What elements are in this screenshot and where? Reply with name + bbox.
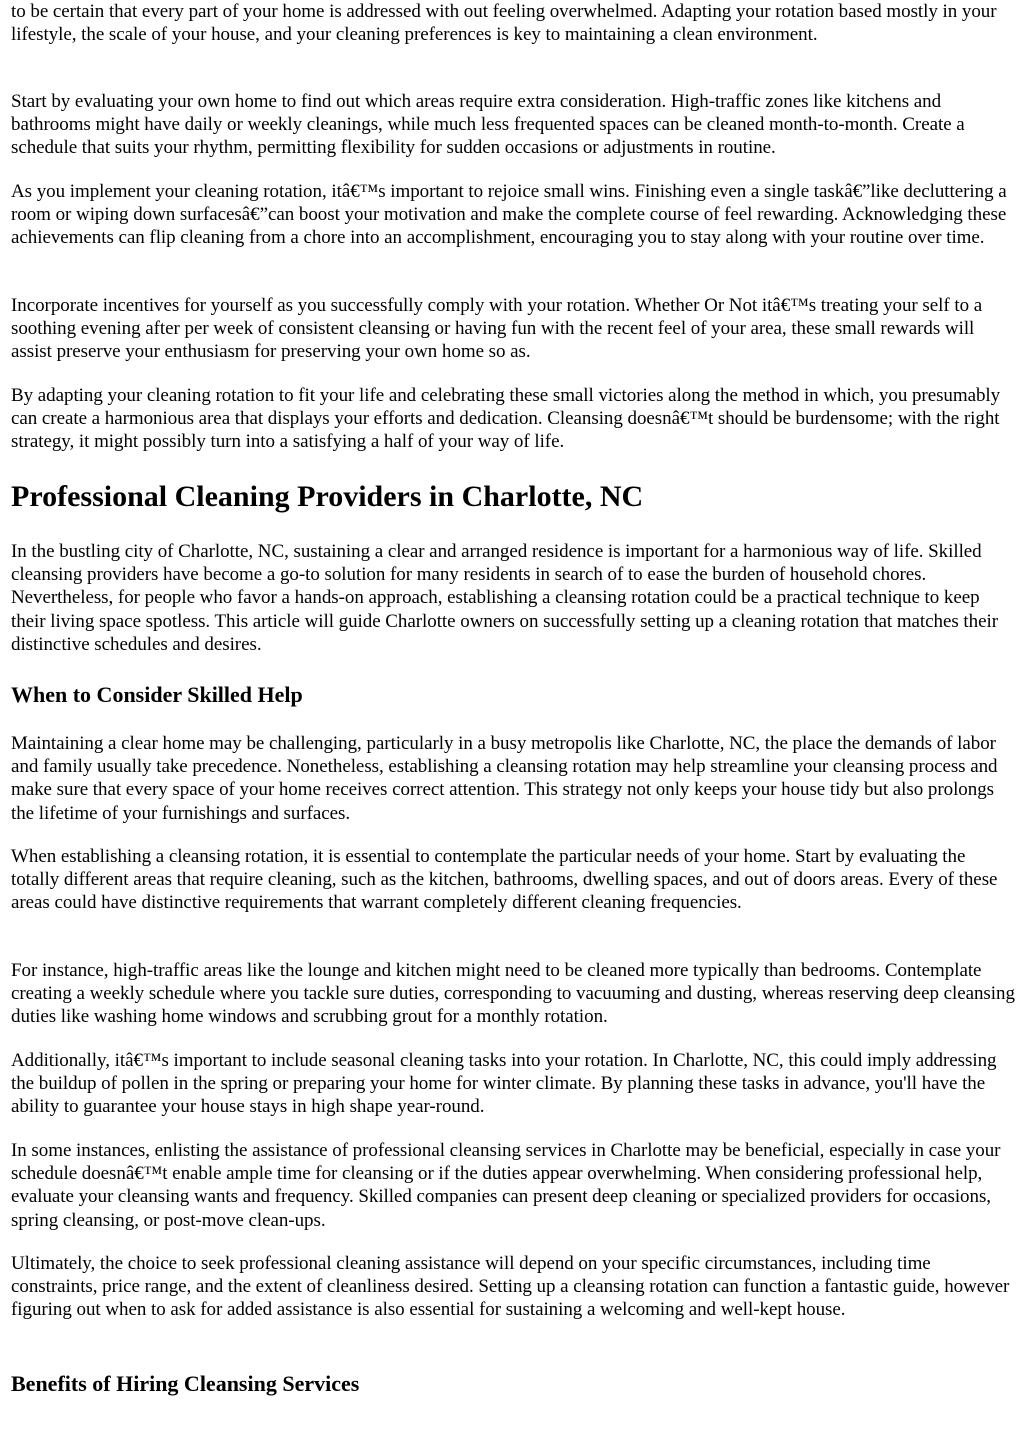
intro-paragraph-2: Start by evaluating your own home to find out which areas require extra consideration. High-traffic zones like kitchens and bathrooms might have daily or weekly cleanings, while much less frequented spaces can be cleaned month-to-month. Create a schedule that suits your rhythm, permitting flexibility for sudden occasions or adjustments in routine. xyxy=(11,91,965,159)
skilled-help-paragraph-3: For instance, high-traffic areas like the lounge and kitchen might need to be cleaned more typically than bedrooms. Contemplate creating a weekly schedule where you tackle sure duties, corresponding to vacuuming and dusting, whereas reserving deep cleansing duties like washing home windows and scrubbing grout for a monthly rotation. xyxy=(11,960,1015,1028)
intro-paragraph-3: As you implement your cleaning rotation, itâ€™s important to rejoice small wins. Finishing even a single taskâ€”like decluttering a room or wiping down surfacesâ€”can boost your motivation and make the complete course of feel rewarding. Acknowledging these achievements can flip cleaning from a chore into an accomplishment, encouraging you to stay along with your routine over time. xyxy=(11,181,1007,249)
section-heading-benefits: Benefits of Hiring Cleansing Services xyxy=(11,1371,360,1396)
section-paragraph-professional-cleaning: In the bustling city of Charlotte, NC, sustaining a clear and arranged residence is important for a harmonious way of life. Skilled cleansing providers have become a go-to solution for many residents in search of to ease the burden of household chores. Nevertheless, for people who favor a hands-on approach, establishing a cleansing rotation could be a practical technique to keep their living space spotless. This article will guide Charlotte owners on successfully setting up a cleaning rotation that matches their distinctive schedules and desires. xyxy=(11,541,998,655)
skilled-help-paragraph-6: Ultimately, the choice to seek professional cleaning assistance will depend on your specific circumstances, including time constraints, price range, and the extent of cleanliness desired. Setting up a cleansing rotation can function a fantastic guide, however figuring out when to ask for added assistance is also essential for sustaining a welcoming and well-kept house. xyxy=(11,1253,1010,1321)
section-heading-skilled-help: When to Consider Skilled Help xyxy=(11,682,303,707)
skilled-help-paragraph-4: Additionally, itâ€™s important to include seasonal cleaning tasks into your rotation. In Charlotte, NC, this could imply addressing the buildup of pollen in the spring or preparing your home for winter climate. By planning these tasks in advance, you'll have the ability to guarantee your house stays in high shape year-round. xyxy=(11,1050,997,1118)
intro-paragraph-1: to be certain that every part of your home is addressed with out feeling overwhelmed. Adapting your rotation based mostly in your lifestyle, the scale of your house, and your cleaning preferences is key to maintaining a clean environment. xyxy=(11,1,997,46)
skilled-help-paragraph-1: Maintaining a clear home may be challenging, particularly in a busy metropolis like Charlotte, NC, the place the demands of labor and family usually take precedence. Nonetheless, establishing a cleansing rotation may help streamline your cleansing process and make sure that every space of your home receives correct attention. This strategy not only keeps your house tidy but also prolongs the lifetime of your furnishings and surfaces. xyxy=(11,733,998,824)
intro-paragraph-5: By adapting your cleaning rotation to fit your life and celebrating these small victories along the method in which, you presumably can create a harmonious area that displays your efforts and dedication. Cleansing doesnâ€™t should be burdensome; with the right strategy, it might possibly turn into a satisfying a half of your way of life. xyxy=(11,385,1001,453)
section-heading-professional-cleaning: Professional Cleaning Providers in Charlotte, NC xyxy=(11,480,644,513)
intro-paragraph-4: Incorporate incentives for yourself as you successfully comply with your rotation. Whether Or Not itâ€™s treating your self to a soothing evening after per week of consistent cleansing or having fun with the recent feel of your area, these small rewards will assist preserve your enthusiasm for preserving your own home so as. xyxy=(11,295,983,363)
skilled-help-paragraph-2: When establishing a cleansing rotation, it is essential to contemplate the particular needs of your home. Start by evaluating the totally different areas that require cleaning, such as the kitchen, bathrooms, dwelling spaces, and out of doors areas. Every of these areas could have distinctive requirements that warrant completely different cleaning frequencies. xyxy=(11,846,998,914)
skilled-help-paragraph-5: In some instances, enlisting the assistance of professional cleansing services in Charlotte may be beneficial, especially in case your schedule doesnâ€™t enable ample time for cleansing or if the duties appear overwhelming. When considering professional help, evaluate your cleansing wants and frequency. Skilled companies can present deep cleaning or specialized providers for occasions, spring cleansing, or post-move clean-ups. xyxy=(11,1140,1001,1231)
